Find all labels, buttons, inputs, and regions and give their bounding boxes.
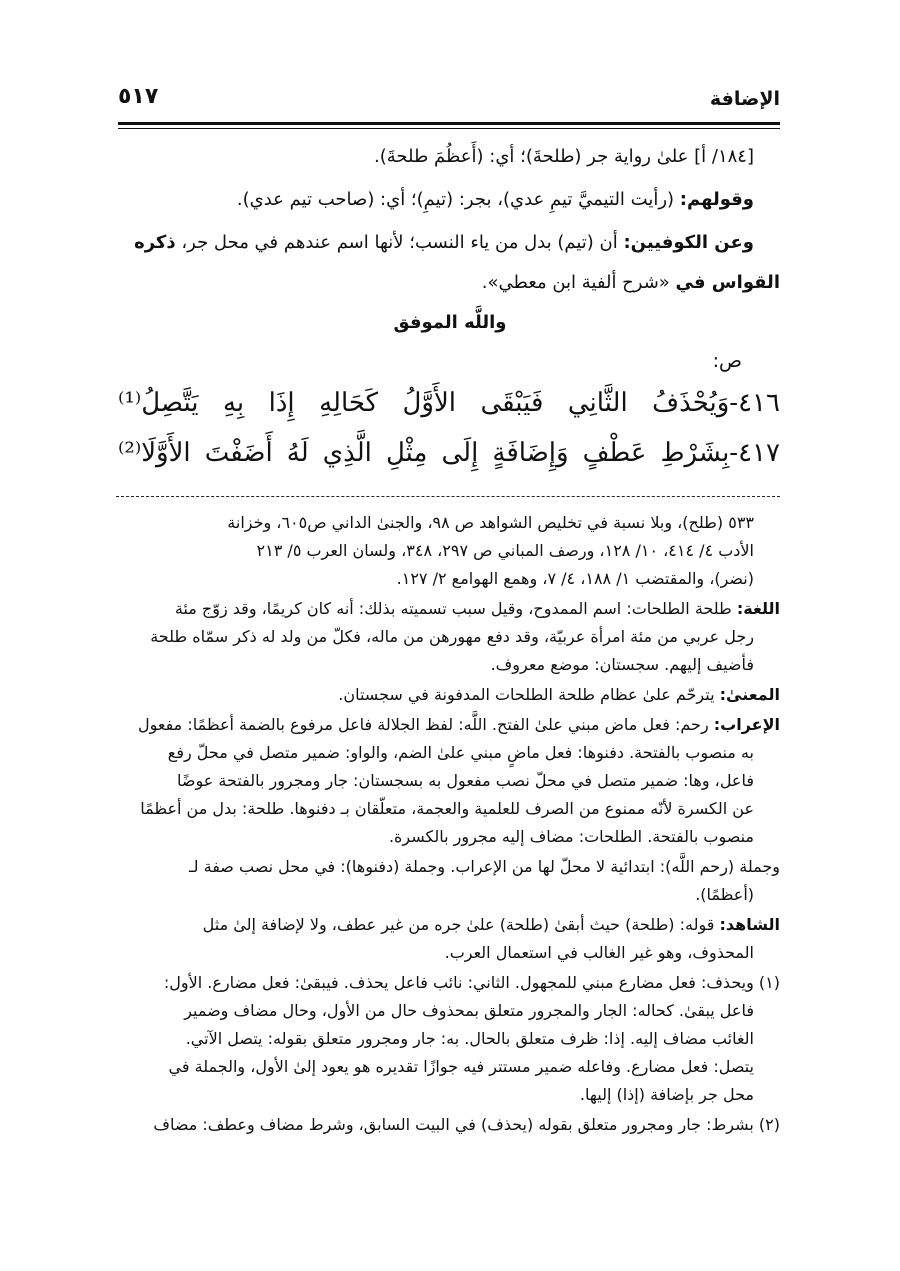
note-2-line-1: (٢) بشرط: جار ومجرور متعلق بقوله (يحذف) في البيت السابق، وشرط مضاف وعطف: مضاف [153, 1115, 780, 1134]
irab-line-3: فاعل، وها: ضمير متصل في محلّ نصب مفعول به بسجستان: جار ومجرور بالفتحة عوضًا [177, 771, 754, 790]
header-rule-thick [118, 122, 780, 125]
body-line-3: وعن الكوفيين: أن (تيم) بدل من ياء النسب؛ لأنها اسم عندهم في محل جر، ذكره [134, 232, 754, 253]
running-title: الإضافة [709, 88, 780, 110]
irab-line-5: منصوب بالفتحة. الطلحات: مضاف إليه مجرور بالكسرة. [388, 827, 754, 846]
note-1-line-4: يتصل: فعل مضارع. وفاعله ضمير مستتر فيه جوازًا تقديره هو يعود إلىٰ الأول، والجملة في [168, 1057, 754, 1076]
verse-label: ص: [712, 350, 742, 372]
page-header [118, 82, 780, 116]
closing-phrase: واللَّه الموفق [393, 312, 507, 333]
lugha-line-2: رجل عربي من مئة امرأة عربيّة، وقد دفع مهورهن من ماله، فكلّ من ولد له ذكر سمّاه طلحة [150, 627, 754, 646]
note-1-line-1: (١) ويحذف: فعل مضارع مبني للمجهول. الثاني: نائب فاعل يحذف. فيبقىٰ: فعل مضارع. الأول: [163, 973, 780, 992]
footnote-divider [116, 496, 780, 497]
note-1-line-5: محل جر بإضافة (إذا) إليها. [579, 1085, 754, 1104]
footnote-533-line-3: (نضر)، والمقتضب ١/ ١٨٨، ٤/ ٧، وهمع الهوامع ٢/ ١٢٧. [396, 569, 754, 588]
shahid-line-1: الشاهد: قوله: (طلحة) حيث أبقىٰ (طلحة) علىٰ جره من غير عطف، ولا لإضافة إلىٰ مثل [202, 915, 780, 934]
note-1-line-3: الغائب مضاف إليه. إذا: ظرف متعلق بالحال. به: جار ومجرور متعلق بقوله: يتصل الآتي. [185, 1029, 754, 1048]
verse-417: ٤١٧-بِشَرْطِ عَطْفٍ وَإِضَافَةٍ إِلَى مِثْلِ الَّذِي لَهُ أَضَفْتَ الأَوَّلَا⁽²⁾ [118, 438, 780, 468]
lugha-line-1: اللغة: طلحة الطلحات: اسم الممدوح، وقيل سبب تسميته بذلك: أنه كان كريمًا، وقد زوّج مئة [174, 599, 780, 618]
shahid-line-2: المحذوف، وهو غير الغالب في استعمال العرب. [444, 943, 754, 962]
body-line-2: وقولهم: (رأيت التيميَّ تيمِ عدي)، بجر: (تيمِ)؛ أي: (صاحب تيم عدي). [236, 189, 754, 210]
page-number: ٥١٧ [118, 84, 159, 109]
body-line-4: القواس في «شرح ألفية ابن معطي». [481, 272, 780, 293]
body-line-1: [١٨٤/ أ] علىٰ رواية جر (طلحةَ)؛ أي: (أَعظُمَ طلحةَ). [374, 146, 754, 167]
note-1-line-2: فاعل يبقىٰ. كحاله: الجار والمجرور متعلق بمحذوف حال من الأول، وحال مضاف وضمير [184, 1001, 754, 1020]
mana-line: المعنىٰ: يترحّم علىٰ عظام طلحة الطلحات المدفونة في سجستان. [338, 685, 780, 704]
footnote-533-line-2: الأدب ٤/ ٤١٤، ١٠/ ١٢٨، ورصف المباني ص ٢٩٧، ٣٤٨، ولسان العرب ٥/ ٢١٣ [256, 541, 754, 560]
jumla-line-2: (أعظمًا). [695, 885, 754, 904]
lugha-line-3: فأضيف إليهم. سجستان: موضع معروف. [490, 655, 754, 674]
header-rule-thin [118, 128, 780, 129]
verse-416: ٤١٦-وَيُحْذَفُ الثَّانِي فَيَبْقَى الأَوَّلُ كَحَالِهِ إِذَا بِهِ يَتَّصِلُ⁽¹⁾ [118, 388, 780, 418]
irab-line-1: الإعراب: رحم: فعل ماض مبني علىٰ الفتح. اللَّه: لفظ الجلالة فاعل مرفوع بالضمة أعظمًا: مفعول [137, 715, 780, 734]
irab-line-2: به منصوب بالفتحة. دفنوها: فعل ماضٍ مبني علىٰ الضم، والواو: ضمير متصل في محلّ رفع [167, 743, 754, 762]
footnote-533-line-1: ٥٣٣ (طلح)، وبلا نسبة في تخليص الشواهد ص ٩٨، والجنىٰ الداني ص٦٠٥، وخزانة [227, 513, 754, 532]
jumla-line-1: وجملة (رحم اللَّه): ابتدائية لا محلّ لها من الإعراب. وجملة (دفنوها): في محل نصب صفة لـ [188, 857, 780, 876]
irab-line-4: عن الكسرة لأنّه ممنوع من الصرف للعلمية والعجمة، متعلّقان بـ دفنوها. طلحة: بدل من أعظمًا [140, 799, 754, 818]
